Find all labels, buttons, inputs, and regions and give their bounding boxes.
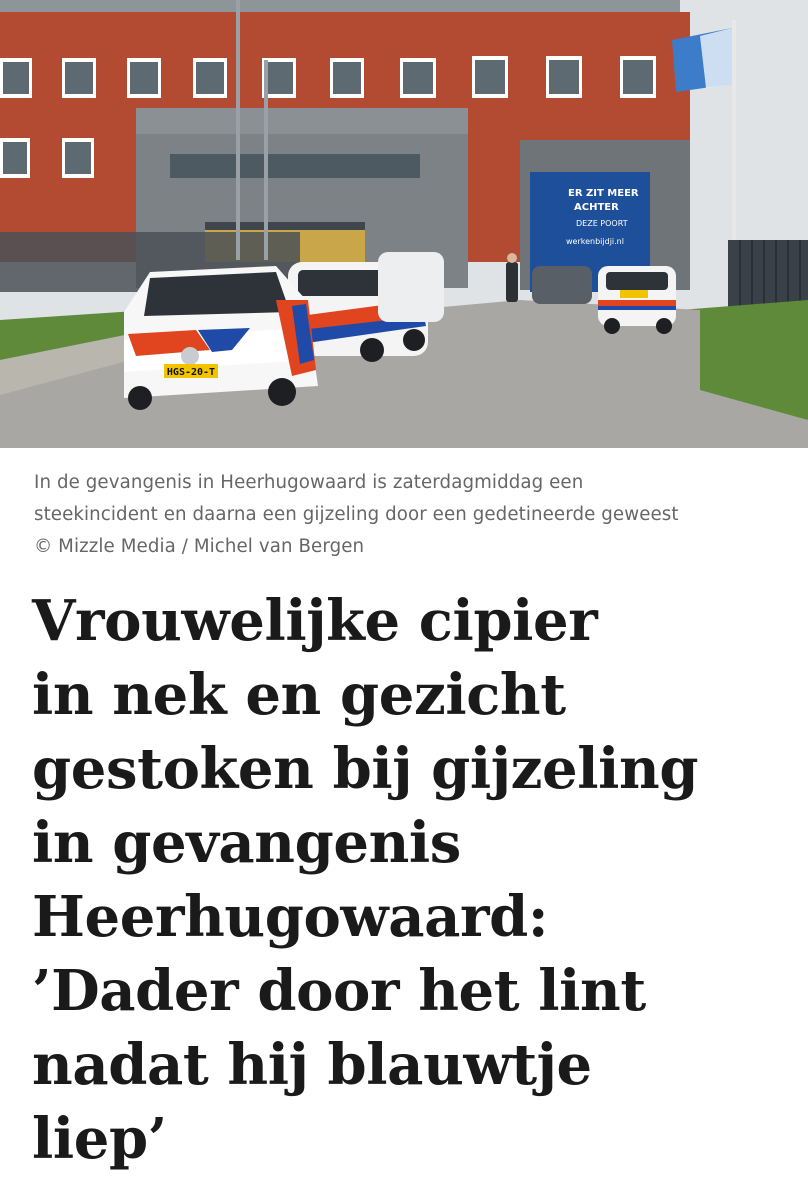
photo-caption xyxy=(34,467,779,563)
caption-line: In de gevangenis in Heerhugowaard is zaterdagmiddag een xyxy=(34,472,584,493)
police-car-front xyxy=(124,266,318,410)
article-photo[interactable] xyxy=(0,0,808,448)
headline-line: Vrouwelijke cipier xyxy=(32,588,598,654)
gate-sign-line-4: werkenbijdji.nl xyxy=(566,237,624,246)
caption-line: steekincident en daarna een gijzeling door een gedetineerde geweest xyxy=(34,504,679,525)
gate-sign-line-2: ACHTER xyxy=(574,202,619,213)
photo-credit: © Mizzle Media / Michel van Bergen xyxy=(34,536,365,557)
gate-sign-line-1: ER ZIT MEER xyxy=(568,188,639,199)
gate-sign-line-3: DEZE POORT xyxy=(576,219,628,228)
prison-scene-illustration xyxy=(0,0,808,448)
headline-line: nadat hij blauwtje xyxy=(32,1032,592,1098)
headline-line: in nek en gezicht xyxy=(32,662,566,728)
headline-line: liep’ xyxy=(32,1106,167,1172)
police-car-right xyxy=(598,266,676,334)
license-plate: HGS-20-T xyxy=(166,367,216,378)
headline-line: in gevangenis xyxy=(32,810,461,876)
headline-line: ’Dader door het lint xyxy=(32,958,646,1024)
headline-line: Heerhugowaard: xyxy=(32,884,549,950)
article-headline xyxy=(32,584,792,1176)
headline-line: gestoken bij gijzeling xyxy=(32,736,699,802)
